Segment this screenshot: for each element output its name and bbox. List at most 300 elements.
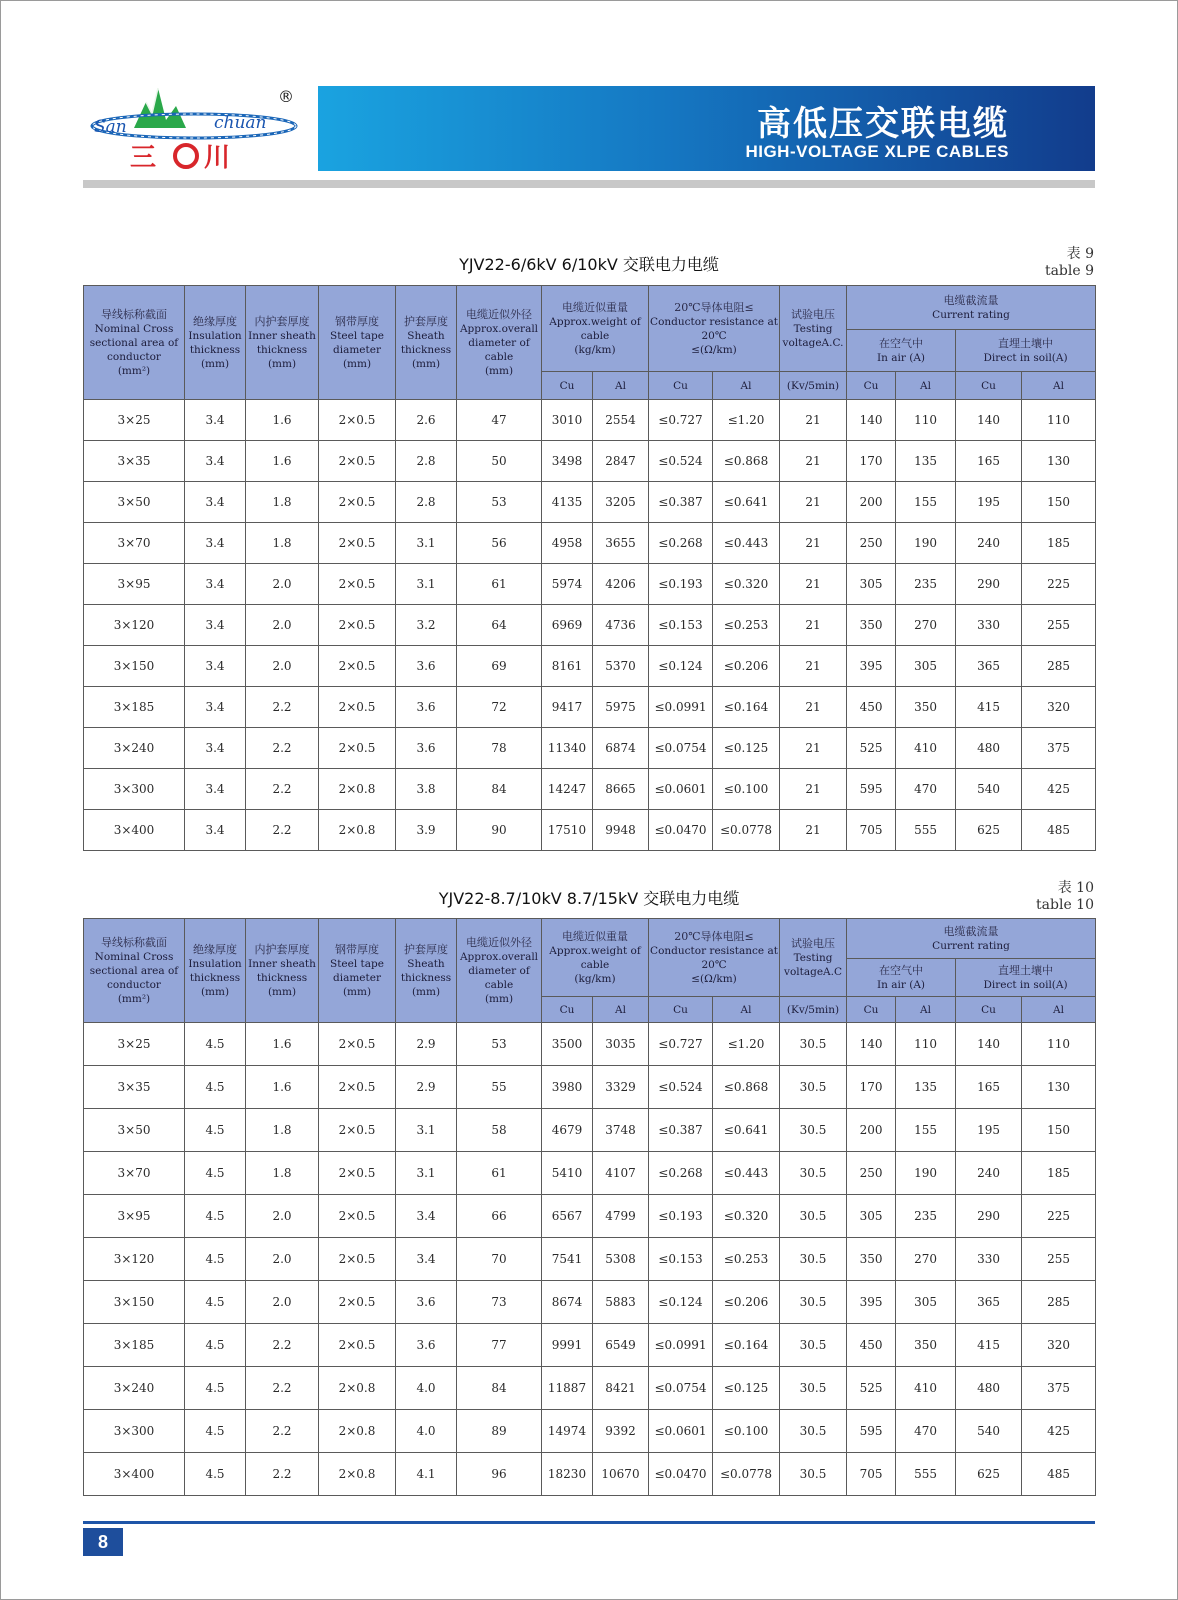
cell-steel-tape: 2×0.5: [319, 1066, 396, 1109]
cell-sheath: 4.0: [396, 1367, 457, 1410]
cell-resistance-cu: ≤0.0470: [649, 810, 713, 851]
cell-inner-sheath: 2.2: [246, 687, 319, 728]
cell-resistance-cu: ≤0.0991: [649, 687, 713, 728]
cell-soil-cu: 480: [956, 1367, 1022, 1410]
table-row: [84, 1195, 1096, 1238]
table-row: [84, 810, 1096, 851]
cell-air-cu: 450: [847, 1324, 896, 1367]
cell-voltage: 30.5: [780, 1023, 847, 1066]
cell-soil-al: 255: [1022, 1238, 1096, 1281]
cell-resistance-al: ≤0.0778: [713, 810, 780, 851]
sub-voltage-unit: (Kv/5min): [780, 372, 847, 400]
cell-inner-sheath: 1.8: [246, 523, 319, 564]
cell-soil-al: 225: [1022, 564, 1096, 605]
cell-resistance-al: ≤0.641: [713, 1109, 780, 1152]
cell-resistance-al: ≤0.320: [713, 564, 780, 605]
cell-weight-cu: 4958: [542, 523, 593, 564]
svg-text:chuan: chuan: [214, 113, 267, 133]
cell-diameter: 78: [457, 728, 542, 769]
sub-cu: Cu: [956, 372, 1022, 400]
cell-weight-cu: 5410: [542, 1152, 593, 1195]
cell-air-cu: 250: [847, 523, 896, 564]
cell-weight-al: 4206: [593, 564, 649, 605]
cell-air-cu: 170: [847, 441, 896, 482]
cell-voltage: 30.5: [780, 1066, 847, 1109]
cell-resistance-al: ≤0.100: [713, 769, 780, 810]
header-title-cn: 高低压交联电缆: [757, 104, 1009, 144]
cell-air-cu: 140: [847, 1023, 896, 1066]
cell-nominal: 3×25: [84, 1023, 185, 1066]
sub-cu: Cu: [847, 372, 896, 400]
cell-diameter: 50: [457, 441, 542, 482]
table-row: [84, 1109, 1096, 1152]
cell-soil-cu: 140: [956, 400, 1022, 441]
cell-nominal: 3×240: [84, 728, 185, 769]
cell-diameter: 55: [457, 1066, 542, 1109]
cell-resistance-cu: ≤0.0991: [649, 1324, 713, 1367]
cell-inner-sheath: 2.2: [246, 769, 319, 810]
cell-air-cu: 305: [847, 1195, 896, 1238]
cell-diameter: 69: [457, 646, 542, 687]
cell-air-al: 305: [896, 646, 956, 687]
cell-sheath: 3.2: [396, 605, 457, 646]
table-row: [84, 482, 1096, 523]
cell-resistance-cu: ≤0.387: [649, 1109, 713, 1152]
cell-steel-tape: 2×0.8: [319, 810, 396, 851]
cell-weight-al: 6549: [593, 1324, 649, 1367]
sub-al: Al: [896, 372, 956, 400]
cell-insulation: 4.5: [185, 1023, 246, 1066]
cell-resistance-al: ≤1.20: [713, 1023, 780, 1066]
cell-steel-tape: 2×0.5: [319, 1195, 396, 1238]
sub-al: Al: [1022, 997, 1096, 1023]
cell-diameter: 72: [457, 687, 542, 728]
cell-sheath: 4.1: [396, 1453, 457, 1496]
cell-air-al: 135: [896, 1066, 956, 1109]
cell-resistance-cu: ≤0.0754: [649, 1367, 713, 1410]
cell-soil-cu: 290: [956, 1195, 1022, 1238]
cell-inner-sheath: 2.2: [246, 1410, 319, 1453]
cell-nominal: 3×185: [84, 1324, 185, 1367]
cell-air-al: 555: [896, 1453, 956, 1496]
cell-resistance-cu: ≤0.193: [649, 1195, 713, 1238]
cell-diameter: 56: [457, 523, 542, 564]
cell-soil-cu: 365: [956, 1281, 1022, 1324]
cell-soil-al: 485: [1022, 1453, 1096, 1496]
cell-inner-sheath: 2.2: [246, 810, 319, 851]
cell-air-al: 470: [896, 769, 956, 810]
cell-soil-al: 285: [1022, 646, 1096, 687]
sub-cu: Cu: [847, 997, 896, 1023]
cell-air-cu: 350: [847, 1238, 896, 1281]
cell-weight-cu: 18230: [542, 1453, 593, 1496]
cell-nominal: 3×240: [84, 1367, 185, 1410]
cell-air-cu: 170: [847, 1066, 896, 1109]
col-nominal: 导线标称截面 Nominal Cross sectional area of conductor (mm²): [84, 286, 185, 400]
cell-sheath: 3.1: [396, 523, 457, 564]
cell-steel-tape: 2×0.5: [319, 482, 396, 523]
cell-soil-al: 110: [1022, 400, 1096, 441]
cell-weight-cu: 4679: [542, 1109, 593, 1152]
table1: [83, 285, 1096, 851]
col-weight: 电缆近似重量 Approx.weight of cable (kg/km): [542, 286, 649, 372]
cell-weight-cu: 8674: [542, 1281, 593, 1324]
cell-diameter: 77: [457, 1324, 542, 1367]
cell-resistance-cu: ≤0.387: [649, 482, 713, 523]
cell-sheath: 3.6: [396, 728, 457, 769]
table-row: [84, 769, 1096, 810]
sub-al: Al: [593, 997, 649, 1023]
cell-diameter: 96: [457, 1453, 542, 1496]
cell-air-al: 410: [896, 728, 956, 769]
cell-weight-cu: 6567: [542, 1195, 593, 1238]
cell-inner-sheath: 1.8: [246, 1152, 319, 1195]
cell-soil-cu: 290: [956, 564, 1022, 605]
cell-soil-al: 185: [1022, 1152, 1096, 1195]
cell-soil-al: 255: [1022, 605, 1096, 646]
cell-weight-cu: 6969: [542, 605, 593, 646]
cell-insulation: 3.4: [185, 728, 246, 769]
cell-sheath: 3.9: [396, 810, 457, 851]
cell-air-cu: 395: [847, 1281, 896, 1324]
cell-air-al: 270: [896, 605, 956, 646]
cell-voltage: 21: [780, 482, 847, 523]
cell-air-al: 235: [896, 564, 956, 605]
cell-inner-sheath: 2.2: [246, 728, 319, 769]
cell-weight-al: 5975: [593, 687, 649, 728]
cell-resistance-cu: ≤0.124: [649, 646, 713, 687]
cell-air-cu: 250: [847, 1152, 896, 1195]
col-sheath: 护套厚度 Sheath thickness (mm): [396, 919, 457, 1023]
logo-wordmark: San: [94, 117, 127, 137]
table-row: [84, 1324, 1096, 1367]
cell-nominal: 3×400: [84, 1453, 185, 1496]
cell-resistance-cu: ≤0.153: [649, 1238, 713, 1281]
cell-nominal: 3×95: [84, 1195, 185, 1238]
cell-sheath: 2.8: [396, 441, 457, 482]
cell-steel-tape: 2×0.5: [319, 687, 396, 728]
cell-steel-tape: 2×0.5: [319, 1109, 396, 1152]
cell-weight-al: 3035: [593, 1023, 649, 1066]
cell-soil-al: 225: [1022, 1195, 1096, 1238]
col-insulation: 绝缘厚度 Insulation thickness (mm): [185, 286, 246, 400]
table-row: [84, 523, 1096, 564]
cell-inner-sheath: 2.2: [246, 1367, 319, 1410]
sub-al: Al: [593, 372, 649, 400]
cell-steel-tape: 2×0.5: [319, 1023, 396, 1066]
cell-insulation: 4.5: [185, 1410, 246, 1453]
cell-diameter: 66: [457, 1195, 542, 1238]
col-in-soil: 直埋土壤中 Direct in soil(A): [956, 330, 1096, 372]
cell-diameter: 90: [457, 810, 542, 851]
col-weight: 电缆近似重量 Approx.weight of cable (kg/km): [542, 919, 649, 997]
cell-air-cu: 595: [847, 769, 896, 810]
cell-diameter: 47: [457, 400, 542, 441]
cell-weight-al: 2554: [593, 400, 649, 441]
cell-soil-cu: 540: [956, 769, 1022, 810]
cell-insulation: 3.4: [185, 687, 246, 728]
cell-inner-sheath: 2.0: [246, 646, 319, 687]
col-resistance: 20℃导体电阻≤ Conductor resistance at 20℃ ≤(Ω/km): [649, 919, 780, 997]
cell-resistance-cu: ≤0.193: [649, 564, 713, 605]
cell-resistance-cu: ≤0.0601: [649, 769, 713, 810]
cell-voltage: 21: [780, 769, 847, 810]
cell-voltage: 21: [780, 523, 847, 564]
cell-nominal: 3×70: [84, 1152, 185, 1195]
cell-inner-sheath: 2.2: [246, 1324, 319, 1367]
cell-inner-sheath: 1.8: [246, 482, 319, 523]
cell-diameter: 58: [457, 1109, 542, 1152]
cell-resistance-al: ≤0.0778: [713, 1453, 780, 1496]
cell-resistance-al: ≤0.125: [713, 728, 780, 769]
header-banner: [318, 86, 1095, 171]
cell-weight-cu: 3498: [542, 441, 593, 482]
cell-soil-cu: 625: [956, 810, 1022, 851]
cell-sheath: 3.1: [396, 1109, 457, 1152]
cell-nominal: 3×150: [84, 1281, 185, 1324]
sub-cu: Cu: [956, 997, 1022, 1023]
cell-sheath: 4.0: [396, 1410, 457, 1453]
col-steel-tape: 钢带厚度 Steel tape diameter (mm): [319, 286, 396, 400]
cell-resistance-cu: ≤0.268: [649, 1152, 713, 1195]
cell-insulation: 3.4: [185, 400, 246, 441]
cell-nominal: 3×300: [84, 1410, 185, 1453]
col-nominal: 导线标称截面 Nominal Cross sectional area of conductor (mm²): [84, 919, 185, 1023]
cell-soil-al: 110: [1022, 1023, 1096, 1066]
cell-weight-cu: 11340: [542, 728, 593, 769]
table-row: [84, 1066, 1096, 1109]
table-row: [84, 1023, 1096, 1066]
cell-voltage: 30.5: [780, 1109, 847, 1152]
cell-nominal: 3×35: [84, 441, 185, 482]
cell-voltage: 21: [780, 728, 847, 769]
cell-soil-cu: 330: [956, 1238, 1022, 1281]
table-row: [84, 605, 1096, 646]
cell-insulation: 4.5: [185, 1109, 246, 1152]
table-row: [84, 1281, 1096, 1324]
cell-air-cu: 305: [847, 564, 896, 605]
header-divider: [83, 180, 1095, 188]
cell-air-al: 190: [896, 1152, 956, 1195]
cell-air-al: 110: [896, 1023, 956, 1066]
cell-inner-sheath: 2.2: [246, 1453, 319, 1496]
cell-nominal: 3×50: [84, 1109, 185, 1152]
col-resistance: 20℃导体电阻≤ Conductor resistance at 20℃ ≤(Ω/km): [649, 286, 780, 372]
cell-soil-cu: 195: [956, 1109, 1022, 1152]
cell-insulation: 3.4: [185, 810, 246, 851]
cell-insulation: 3.4: [185, 646, 246, 687]
cell-resistance-cu: ≤0.153: [649, 605, 713, 646]
sub-cu: Cu: [542, 372, 593, 400]
cell-steel-tape: 2×0.5: [319, 1324, 396, 1367]
cell-weight-al: 4107: [593, 1152, 649, 1195]
sub-cu: Cu: [649, 372, 713, 400]
cell-resistance-al: ≤0.443: [713, 1152, 780, 1195]
cell-soil-al: 150: [1022, 1109, 1096, 1152]
table-row: [84, 1453, 1096, 1496]
sub-al: Al: [713, 372, 780, 400]
cell-air-cu: 705: [847, 1453, 896, 1496]
cell-soil-cu: 415: [956, 1324, 1022, 1367]
cell-soil-cu: 625: [956, 1453, 1022, 1496]
table1-number: 表 9 table 9: [1044, 246, 1094, 279]
cell-soil-cu: 330: [956, 605, 1022, 646]
cell-steel-tape: 2×0.5: [319, 605, 396, 646]
cell-resistance-cu: ≤0.524: [649, 441, 713, 482]
cell-resistance-al: ≤0.206: [713, 646, 780, 687]
cell-inner-sheath: 1.6: [246, 441, 319, 482]
cell-soil-al: 320: [1022, 687, 1096, 728]
cell-diameter: 73: [457, 1281, 542, 1324]
col-current-rating: 电缆截流量 Current rating: [847, 286, 1096, 330]
cell-soil-cu: 540: [956, 1410, 1022, 1453]
cell-diameter: 53: [457, 1023, 542, 1066]
cell-air-al: 470: [896, 1410, 956, 1453]
cell-nominal: 3×70: [84, 523, 185, 564]
cell-insulation: 3.4: [185, 564, 246, 605]
cell-air-al: 270: [896, 1238, 956, 1281]
col-sheath: 护套厚度 Sheath thickness (mm): [396, 286, 457, 400]
cell-soil-cu: 415: [956, 687, 1022, 728]
cell-air-cu: 595: [847, 1410, 896, 1453]
cell-resistance-cu: ≤0.0601: [649, 1410, 713, 1453]
cell-weight-al: 6874: [593, 728, 649, 769]
cell-inner-sheath: 1.6: [246, 400, 319, 441]
cell-air-cu: 140: [847, 400, 896, 441]
svg-text:川: 川: [204, 143, 231, 173]
cell-resistance-cu: ≤0.268: [649, 523, 713, 564]
cell-sheath: 2.9: [396, 1066, 457, 1109]
cell-soil-cu: 365: [956, 646, 1022, 687]
table2-title: YJV22-8.7/10kV 8.7/15kV 交联电力电缆: [438, 889, 740, 908]
cell-voltage: 30.5: [780, 1195, 847, 1238]
col-current-rating: 电缆截流量 Current rating: [847, 919, 1096, 959]
cell-steel-tape: 2×0.8: [319, 1367, 396, 1410]
sub-cu: Cu: [542, 997, 593, 1023]
cell-insulation: 4.5: [185, 1195, 246, 1238]
cell-inner-sheath: 1.8: [246, 1109, 319, 1152]
cell-weight-al: 2847: [593, 441, 649, 482]
cell-air-cu: 350: [847, 605, 896, 646]
cell-air-al: 555: [896, 810, 956, 851]
table-row: [84, 1152, 1096, 1195]
cell-voltage: 30.5: [780, 1324, 847, 1367]
cell-air-al: 235: [896, 1195, 956, 1238]
cell-inner-sheath: 2.0: [246, 605, 319, 646]
cell-steel-tape: 2×0.5: [319, 1152, 396, 1195]
cell-voltage: 30.5: [780, 1367, 847, 1410]
cell-nominal: 3×400: [84, 810, 185, 851]
col-diameter: 电缆近似外径 Approx.overall diameter of cable (mm): [457, 286, 542, 400]
table-row: [84, 1238, 1096, 1281]
cell-air-al: 190: [896, 523, 956, 564]
cell-steel-tape: 2×0.5: [319, 564, 396, 605]
cell-air-cu: 705: [847, 810, 896, 851]
cell-air-al: 155: [896, 1109, 956, 1152]
cell-nominal: 3×120: [84, 605, 185, 646]
cell-steel-tape: 2×0.5: [319, 523, 396, 564]
cell-sheath: 3.6: [396, 646, 457, 687]
cell-resistance-cu: ≤0.727: [649, 1023, 713, 1066]
cell-insulation: 4.5: [185, 1152, 246, 1195]
sub-al: Al: [896, 997, 956, 1023]
table-row: [84, 1367, 1096, 1410]
cell-inner-sheath: 1.6: [246, 1066, 319, 1109]
table-row: [84, 646, 1096, 687]
cell-air-cu: 395: [847, 646, 896, 687]
cell-soil-cu: 480: [956, 728, 1022, 769]
cell-sheath: 3.4: [396, 1195, 457, 1238]
cell-weight-cu: 7541: [542, 1238, 593, 1281]
cell-soil-al: 375: [1022, 728, 1096, 769]
table-row: [84, 1410, 1096, 1453]
table2: [83, 918, 1096, 1496]
logo-cn: 三: [130, 143, 157, 173]
cell-soil-cu: 165: [956, 441, 1022, 482]
cell-soil-cu: 240: [956, 1152, 1022, 1195]
header-title-en: HIGH-VOLTAGE XLPE CABLES: [745, 142, 1009, 161]
cell-resistance-al: ≤0.164: [713, 1324, 780, 1367]
cell-diameter: 70: [457, 1238, 542, 1281]
cell-weight-cu: 11887: [542, 1367, 593, 1410]
cell-inner-sheath: 2.0: [246, 1281, 319, 1324]
cell-weight-al: 9392: [593, 1410, 649, 1453]
col-in-soil: 直埋土壤中 Direct in soil(A): [956, 959, 1096, 997]
cell-steel-tape: 2×0.5: [319, 728, 396, 769]
cell-soil-al: 150: [1022, 482, 1096, 523]
cell-soil-al: 185: [1022, 523, 1096, 564]
cell-resistance-cu: ≤0.124: [649, 1281, 713, 1324]
cell-insulation: 4.5: [185, 1066, 246, 1109]
cell-air-al: 155: [896, 482, 956, 523]
cell-voltage: 30.5: [780, 1453, 847, 1496]
col-in-air: 在空气中 In air (A): [847, 330, 956, 372]
cell-weight-cu: 14974: [542, 1410, 593, 1453]
cell-resistance-cu: ≤0.727: [649, 400, 713, 441]
cell-steel-tape: 2×0.8: [319, 1410, 396, 1453]
cell-steel-tape: 2×0.8: [319, 1453, 396, 1496]
cell-nominal: 3×185: [84, 687, 185, 728]
cell-soil-al: 425: [1022, 1410, 1096, 1453]
cell-diameter: 61: [457, 564, 542, 605]
cell-insulation: 4.5: [185, 1281, 246, 1324]
cell-weight-cu: 9991: [542, 1324, 593, 1367]
col-voltage: 试验电压 Testing voltageA.C.: [780, 286, 847, 372]
cell-voltage: 21: [780, 646, 847, 687]
table-row: [84, 728, 1096, 769]
cell-air-cu: 525: [847, 1367, 896, 1410]
cell-sheath: 2.6: [396, 400, 457, 441]
cell-nominal: 3×300: [84, 769, 185, 810]
cell-resistance-al: ≤1.20: [713, 400, 780, 441]
table-row: [84, 687, 1096, 728]
cell-weight-cu: 4135: [542, 482, 593, 523]
cell-weight-cu: 5974: [542, 564, 593, 605]
cell-insulation: 4.5: [185, 1238, 246, 1281]
cell-insulation: 4.5: [185, 1367, 246, 1410]
cell-sheath: 3.8: [396, 769, 457, 810]
cell-weight-al: 3748: [593, 1109, 649, 1152]
col-voltage: 试验电压 Testing voltageA.C: [780, 919, 847, 997]
table1-title: YJV22-6/6kV 6/10kV 交联电力电缆: [459, 255, 719, 274]
cell-weight-al: 8665: [593, 769, 649, 810]
sub-al: Al: [1022, 372, 1096, 400]
cell-insulation: 3.4: [185, 482, 246, 523]
cell-soil-al: 375: [1022, 1367, 1096, 1410]
table-row: [84, 441, 1096, 482]
cell-voltage: 21: [780, 810, 847, 851]
cell-air-al: 305: [896, 1281, 956, 1324]
